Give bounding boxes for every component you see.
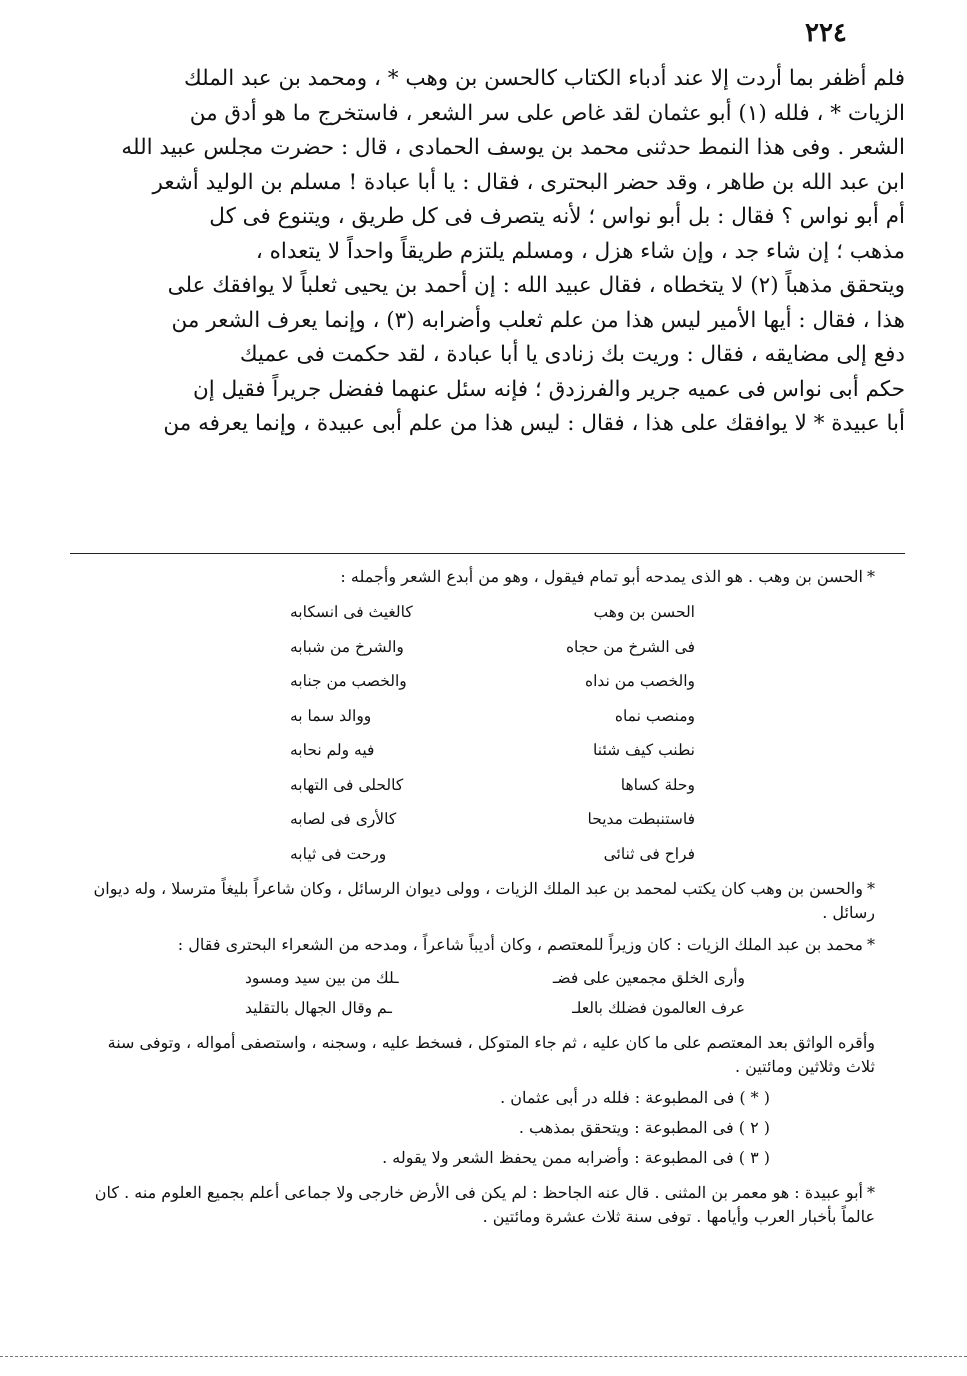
poem-verse [245,963,745,993]
poem-verse [290,837,695,872]
hemistich: عرف العالمون فضلك بالعلـ [572,999,745,1017]
main-text [70,62,905,442]
hemistich: ورحت فى ثيابه [290,844,387,863]
page-number: ٢٢٤ [805,18,847,48]
footnote-star: * [867,935,875,954]
hemistich: وحلة كساها [620,775,695,794]
hemistich: وأرى الخلق مجمعين على فضـ [552,969,745,987]
hemistich: والشرخ من شبابه [290,637,404,656]
hemistich: ـم وقال الجهال بالتقليد [245,999,392,1017]
body-line: حكم أبى نواس فى عميه جرير والفرزدق ؛ فإنه سئل عنهما ففضل جريراً فقيل إن [193,376,905,402]
hemistich: فى الشرخ من حجاه [565,637,695,656]
poem-verse [290,699,695,734]
hemistich: كالغيث فى انسكابه [290,603,413,621]
hemistich: ومنصب نماه [614,706,695,725]
variant-item: ( ٢ ) فى المطبوعة : ويتحقق بمذهب . [518,1118,770,1137]
body-line: الشعر . وفى هذا النمط حدثنى محمد بن يوسف الحمادى ، قال : حضرت مجلس عبيد الله [121,135,905,160]
hemistich: والخصب من نداه [584,672,695,690]
body-line: أبا عبيدة * لا يوافقك على هذا ، فقال : ليس هذا من علم أبى عبيدة ، وإنما يعرفه من [163,411,905,436]
footnote-zayyat-bio: وأقره الواثق بعد المعتصم على ما كان عليه ، ثم جاء المتوكل ، فسخط عليه ، وسجنه ، واستصفى أمواله ، وتوفى سنة ثلاث وثلاثين ومائتين . [107,1033,875,1076]
poem-verse [290,630,695,665]
poem-verse [290,664,695,699]
page-bottom-edge [0,1356,967,1357]
body-line: ابن عبد الله بن طاهر ، وقد حضر البحترى ، فقال : يا أبا عبادة ! مسلم بن الوليد أشعر [152,169,905,195]
footnote-star: * [867,1183,875,1202]
hemistich: كالحلى فى التهابه [290,775,404,794]
footnote-divider [70,553,905,554]
poem-verse [290,768,695,803]
footnote-star: * [867,879,875,898]
body-line: هذا ، فقال : أيها الأمير ليس هذا من علم ثعلب وأضرابه (٣) ، وإنما يعرف الشعر من [171,307,905,333]
poem-hasan [290,595,695,871]
poem-verse [245,993,745,1023]
footnote-text: محمد بن عبد الملك الزيات : كان وزيراً للمعتصم ، وكان أديباً شاعراً ، ومدحه من الشعراء البحترى فقال : [177,935,863,954]
footnotes [80,565,875,1229]
footnote-text: أبو عبيدة : هو معمر بن المثنى . قال عنه الجاحظ : لم يكن فى الأرض خارجى ولا جماعى أعلم بجميع العلوم منه . كان عالماً بأخبار العرب وأيامها . توفى سنة ثلاث عشرة ومائتين . [94,1183,875,1226]
hemistich: فراح فى ثنائى [603,844,695,863]
hemistich: كالأرى فى لصابه [290,810,397,828]
body-line: ويتحقق مذهباً (٢) لا يتخطاه ، فقال عبيد الله : إن أحمد بن يحيى ثعلباً لا يوافقك على [167,273,905,298]
hemistich: الحسن بن وهب [593,603,695,621]
poem-verse [290,802,695,837]
footnote-text: والحسن بن وهب كان يكتب لمحمد بن عبد الملك الزيات ، وولى ديوان الرسائل ، وكان شاعراً بليغاً مترسلا ، وله ديوان رسائل . [93,879,875,922]
variant-item: ( ٣ ) فى المطبوعة : وأضرابه ممن يحفظ الشعر ولا يقوله . [382,1148,770,1167]
hemistich: والخصب من جنابه [290,672,407,690]
body-line: أم أبو نواس ؟ فقال : بل أبو نواس ؛ لأنه يتصرف فى كل طريق ، ويتنوع فى كل [209,204,905,229]
footnote-hasan [80,565,875,589]
footnote-obaida [80,1181,875,1229]
hemistich: فيه ولم نحابه [290,741,375,759]
body-line: فلم أظفر بما أردت إلا عند أدباء الكتاب كالحسن بن وهب * ، ومحمد بن عبد الملك [184,66,905,91]
hemistich: ووالد سما به [290,706,372,725]
body-line: دفع إلى مضايقه ، فقال : وريت بك زنادى يا أبا عبادة ، لقد حكمت فى عميك [239,342,905,367]
footnote-hasan-bio [80,877,875,925]
footnote-star: * [867,567,875,586]
poem-zayyat [245,963,745,1023]
variant-item: ( * ) فى المطبوعة : فلله در أبى عثمان . [500,1088,770,1107]
body-line: مذهب ؛ إن شاء جد ، وإن شاء هزل ، ومسلم يلتزم طريقاً واحداً لا يتعداه ، [255,238,905,264]
hemistich: ـلك من بين سيد ومسود [245,969,399,987]
footnote-zayyat [80,933,875,957]
hemistich: نطنب كيف شئنا [593,741,695,759]
hemistich: فاستنبطت مديحا [587,810,695,828]
footnote-text: الحسن بن وهب . هو الذى يمدحه أبو تمام فيقول ، وهو من أبدع الشعر وأجمله : [340,567,863,586]
poem-verse [290,595,695,630]
body-line: الزيات * ، فلله (١) أبو عثمان لقد غاص على سر الشعر ، فاستخرج ما هو أدق من [189,100,905,126]
variant-readings [80,1083,875,1173]
poem-verse [290,733,695,768]
